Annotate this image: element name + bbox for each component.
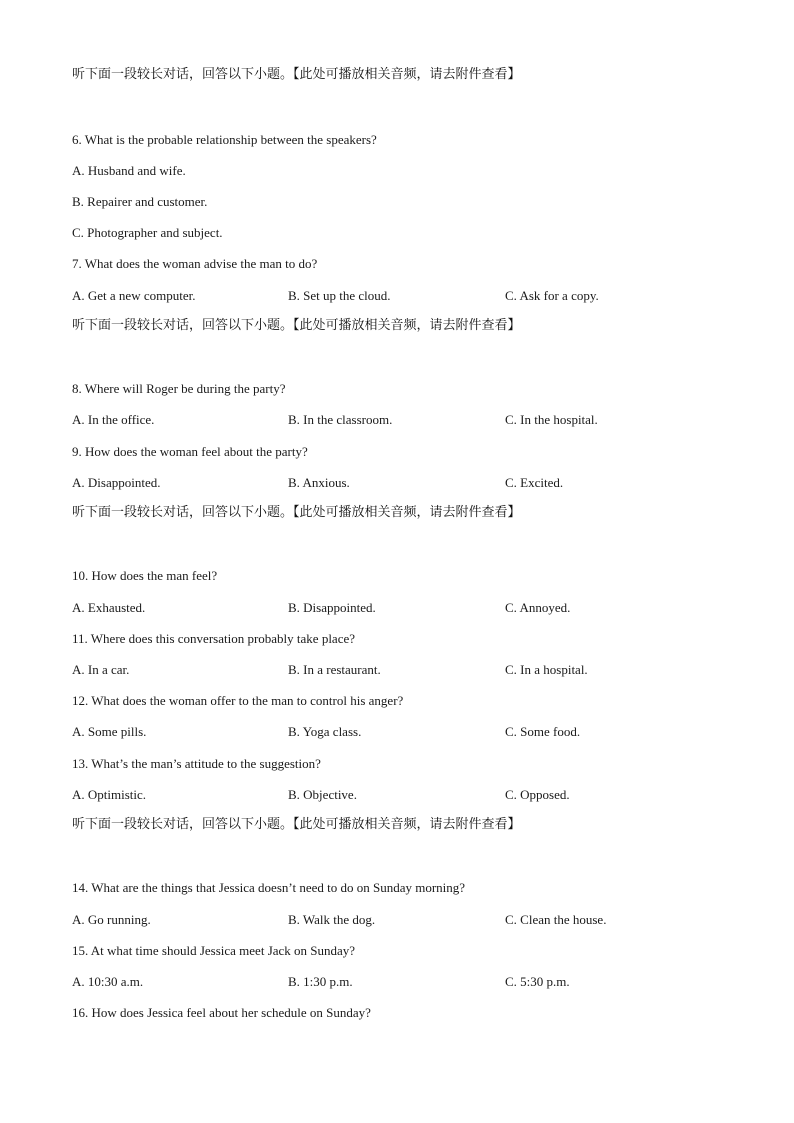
question-6: 6. What is the probable relationship between the speakers? [72,132,377,147]
question-8-option-a: A. In the office. [72,412,155,427]
question-9-option-b: B. Anxious. [288,475,350,490]
question-15: 15. At what time should Jessica meet Jack on Sunday? [72,943,356,958]
question-8-option-c: C. In the hospital. [505,412,598,427]
section-instruction: 听下面一段较长对话，回答以下小题。【此处可播放相关音频，请去附件查看】 [72,817,521,832]
question-6-option-a: A. Husband and wife. [72,163,186,178]
question-15-option-b: B. 1:30 p.m. [288,974,353,989]
question-14: 14. What are the things that Jessica doesn’t need to do on Sunday morning? [72,880,466,895]
question-14-option-c: C. Clean the house. [505,912,607,927]
question-15-option-a: A. 10:30 a.m. [72,974,144,989]
question-13-option-b: B. Objective. [288,787,357,802]
question-12-option-b: B. Yoga class. [288,724,362,739]
question-13: 13. What’s the man’s attitude to the suggestion? [72,756,321,771]
section-instruction: 听下面一段较长对话，回答以下小题。【此处可播放相关音频，请去附件查看】 [72,505,521,520]
question-14-option-a: A. Go running. [72,912,151,927]
question-11: 11. Where does this conversation probably take place? [72,631,356,646]
section-instruction: 听下面一段较长对话，回答以下小题。【此处可播放相关音频，请去附件查看】 [72,318,521,333]
section-instruction: 听下面一段较长对话，回答以下小题。【此处可播放相关音频，请去附件查看】 [72,67,521,82]
question-11-option-a: A. In a car. [72,662,130,677]
question-12: 12. What does the woman offer to the man to control his anger? [72,693,404,708]
question-6-option-c: C. Photographer and subject. [72,225,223,240]
question-15-option-c: C. 5:30 p.m. [505,974,570,989]
question-7: 7. What does the woman advise the man to do? [72,256,318,271]
question-9: 9. How does the woman feel about the party? [72,444,308,459]
question-9-option-c: C. Excited. [505,475,564,490]
question-6-option-b: B. Repairer and customer. [72,194,208,209]
question-7-option-a: A. Get a new computer. [72,288,196,303]
question-8: 8. Where will Roger be during the party? [72,381,286,396]
question-10-option-a: A. Exhausted. [72,600,146,615]
question-10-option-c: C. Annoyed. [505,600,571,615]
question-10: 10. How does the man feel? [72,568,218,583]
question-12-option-a: A. Some pills. [72,724,147,739]
question-16: 16. How does Jessica feel about her schedule on Sunday? [72,1005,371,1020]
question-12-option-c: C. Some food. [505,724,581,739]
question-7-option-b: B. Set up the cloud. [288,288,391,303]
question-13-option-a: A. Optimistic. [72,787,147,802]
question-10-option-b: B. Disappointed. [288,600,376,615]
question-7-option-c: C. Ask for a copy. [505,288,599,303]
question-13-option-c: C. Opposed. [505,787,570,802]
question-9-option-a: A. Disappointed. [72,475,161,490]
question-14-option-b: B. Walk the dog. [288,912,376,927]
question-8-option-b: B. In the classroom. [288,412,393,427]
question-11-option-c: C. In a hospital. [505,662,588,677]
question-11-option-b: B. In a restaurant. [288,662,381,677]
